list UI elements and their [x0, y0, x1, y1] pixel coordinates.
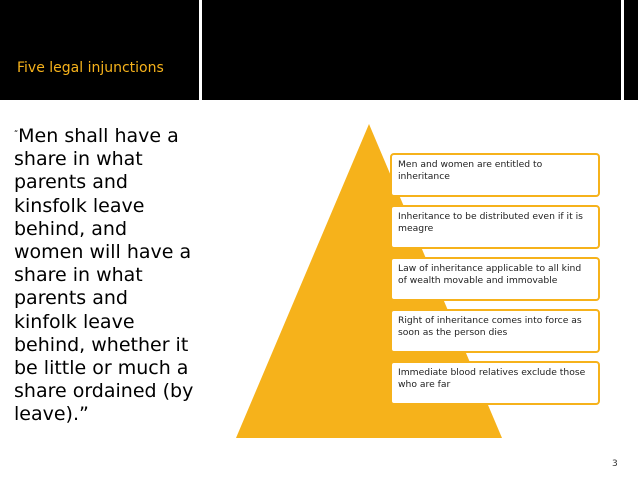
- quote-open-mark: “: [14, 129, 19, 138]
- pyramid-item-2: Inheritance to be distributed even if it is meagre: [390, 205, 600, 249]
- pyramid-item-5: Immediate blood relatives exclude those who are far: [390, 361, 600, 405]
- pyramid-item-3: Law of inheritance applicable to all kind of wealth movable and immovable: [390, 257, 600, 301]
- page-number: 3: [612, 459, 618, 469]
- quote-body: Men shall have a share in what parents and kinsfolk leave behind, and women will have a share in what parents and kinfolk leave behind, whether it be little or much a share ordained (by leave).”: [14, 125, 194, 426]
- slide-title: Five legal injunctions: [17, 60, 164, 76]
- pyramid-item-4: Right of inheritance comes into force as soon as the person dies: [390, 309, 600, 353]
- pyramid-item-1: Men and women are entitled to inheritance: [390, 153, 600, 197]
